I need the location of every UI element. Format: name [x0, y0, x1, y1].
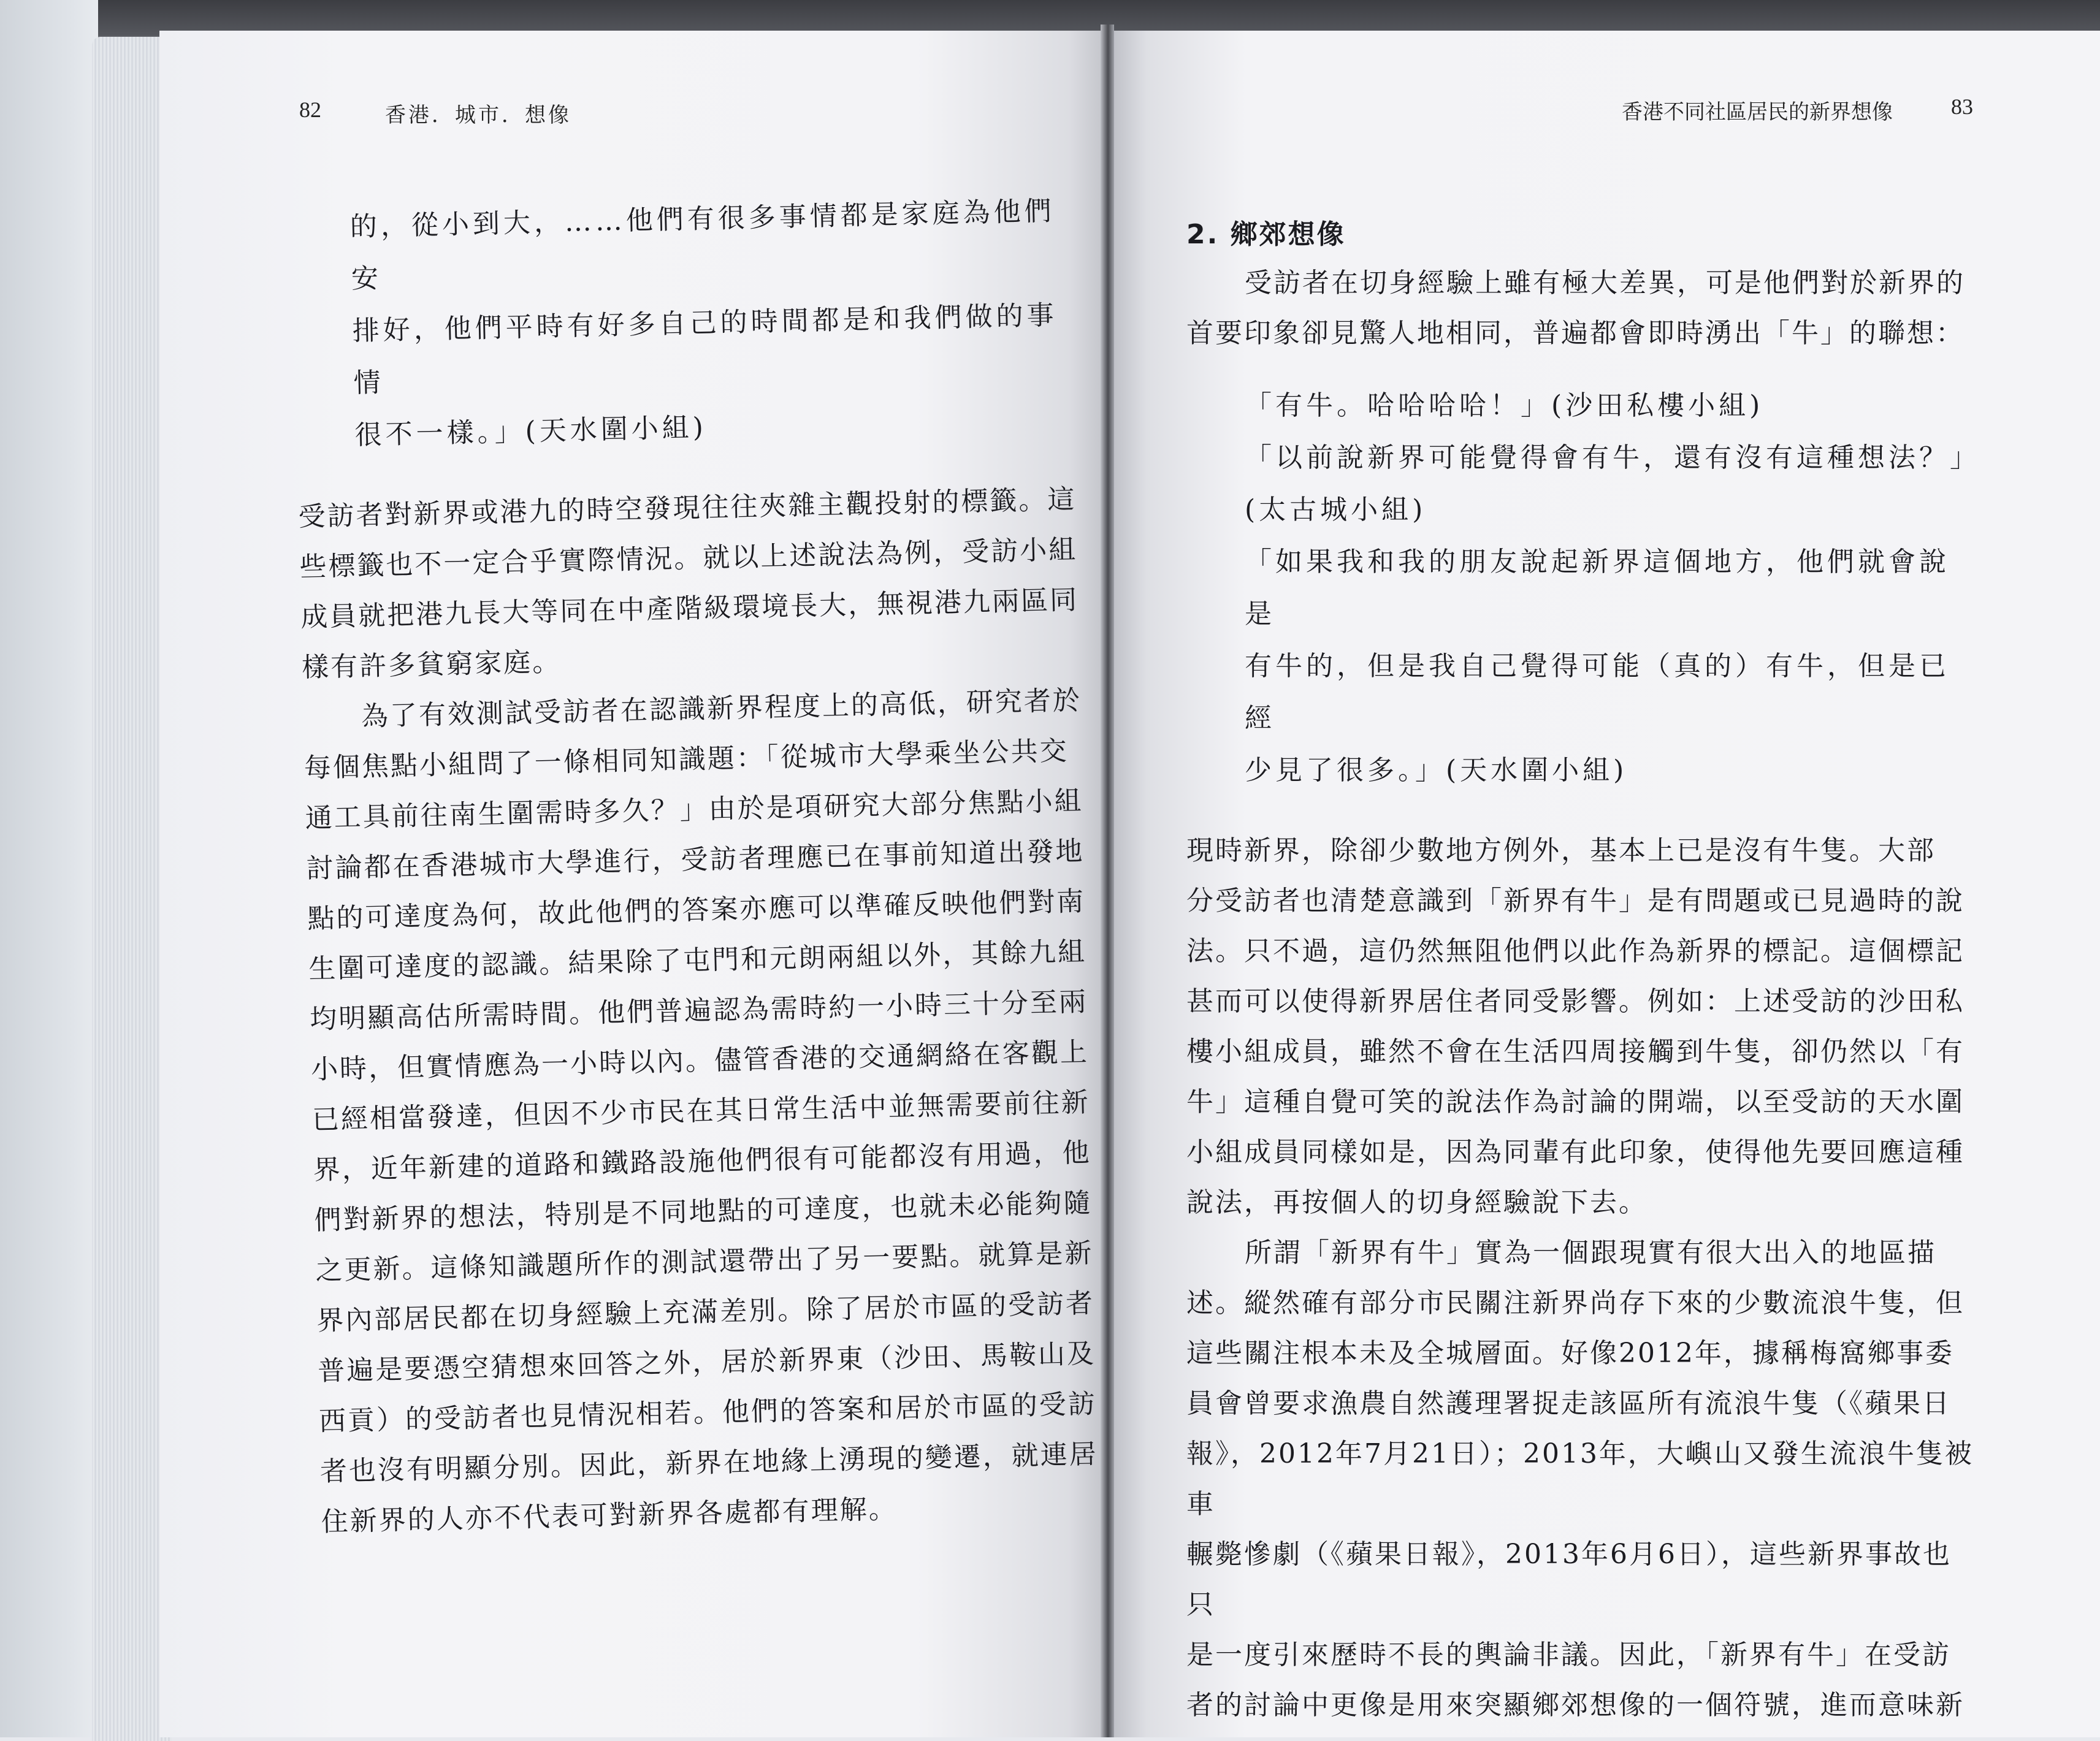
text-line: 普遍是要憑空猜想來回答之外，居於新界東（沙田、馬鞍山及 — [317, 1338, 1096, 1387]
text-line: 生圍可達度的認識。結果除了屯門和元朗兩組以外，其餘九組 — [308, 935, 1087, 985]
left-page-body — [291, 185, 1100, 1547]
text-line: 述。縱然確有部分市民關注新界尚存下來的少數流浪牛隻，但 — [1186, 1287, 1964, 1319]
text-line: 小時，但實情應為一小時以內。儘管香港的交通網絡在客觀上 — [310, 1036, 1090, 1086]
left-page-number: 82 — [299, 97, 321, 122]
interview-quote — [1186, 379, 1977, 432]
text-line: 已經相當發達，但因不少市民在其日常生活中並無需要前往新 — [311, 1086, 1091, 1136]
text-line: 甚而可以使得新界居住者同受影響。例如：上述受訪的沙田私 — [1186, 986, 1964, 1017]
text-line: 討論都在香港城市大學進行，受訪者理應已在事前知道出發地 — [306, 835, 1085, 885]
text-line: 們對新界的想法，特別是不同地點的可達度，也就未必能夠隨 — [314, 1187, 1093, 1236]
text-line: 為了有效測試受訪者在認識新界程度上的高低，研究者於 — [361, 684, 1082, 733]
background-left — [0, 0, 98, 1737]
text-line: 很不一樣。」(天水圍小組) — [354, 411, 708, 451]
interview-quote — [1186, 536, 1977, 796]
right-page-body — [1186, 211, 1980, 1731]
text-line: 所謂「新界有牛」實為一個跟現實有很大出入的地區描 — [1245, 1237, 1936, 1268]
text-line: 首要印象卻見驚人地相同，普遍都會即時湧出「牛」的聯想： — [1186, 318, 1964, 349]
text-line: 員會曾要求漁農自然護理署捉走該區所有流浪牛隻（《蘋果日 — [1186, 1388, 1951, 1419]
text-line: 些標籤也不一定合乎實際情況。就以上述說法為例，受訪小組 — [299, 534, 1078, 583]
text-line: 的，從小到大，……他們有很多事情都是家庭為他們安 — [349, 195, 1056, 295]
text-line: 成員就把港九長大等同在中產階級環境長大，無視港九兩區同 — [300, 584, 1079, 633]
text-line: 法。只不過，這仍然無阻他們以此作為新界的標記。這個標記 — [1186, 935, 1964, 967]
text-line: 少見了很多。」(天水圍小組) — [1245, 755, 1628, 786]
text-line: 界，近年新建的道路和鐵路設施他們很有可能都沒有用過，他 — [313, 1137, 1092, 1186]
text-line: 牛」這種自覺可笑的說法作為討論的開端，以至受訪的天水圍 — [1186, 1086, 1964, 1118]
text-line: 住新界的人亦不代表可對新界各處都有理解。 — [321, 1493, 898, 1538]
text-line: 現時新界，除卻少數地方例外，基本上已是沒有牛隻。大部 — [1186, 835, 1936, 866]
paragraph — [302, 676, 1100, 1547]
text-line: 點的可達度為何，故此他們的答案亦應可以準確反映他們對南 — [307, 885, 1086, 935]
text-line: 者也沒有明顯分別。因此，新界在地緣上湧現的變遷，就連居 — [319, 1438, 1099, 1488]
right-page-number: 83 — [1951, 94, 1973, 119]
text-line: 每個焦點小組問了一條相同知識題：「從城市大學乘坐公共交 — [304, 735, 1069, 784]
left-running-head: 香港．城市．想像 — [385, 103, 571, 128]
text-line: 這些關注根本未及全城層面。好像2012年，據稱梅窩鄉事委 — [1186, 1338, 1954, 1369]
text-line: 有牛的，但是我自己覺得可能（真的）有牛，但是已經 — [1245, 650, 1950, 734]
text-line: 輾斃慘劇（《蘋果日報》，2013年6月6日），這些新界事故也只 — [1186, 1539, 1952, 1620]
text-line: 受訪者對新界或港九的時空發現往往夾雜主觀投射的標籤。這 — [298, 484, 1077, 533]
text-line: 樣有許多貧窮家庭。 — [301, 646, 562, 684]
right-running-head: 香港不同社區居民的新界想像 — [1622, 100, 1893, 124]
text-line: 西貢）的受訪者也見情況相若。他們的答案和居於市區的受訪 — [318, 1388, 1098, 1438]
text-line: 「如果我和我的朋友說起新界這個地方，他們就會說是 — [1245, 546, 1950, 630]
text-line: 分受訪者也清楚意識到「新界有牛」是有問題或已見過時的說 — [1186, 885, 1964, 916]
text-line: 均明顯高估所需時間。他們普遍認為需時約一小時三十分至兩 — [309, 986, 1088, 1035]
text-line: 小組成員同樣如是，因為同輩有此印象，使得他先要回應這種 — [1186, 1137, 1964, 1168]
text-line: 排好，他們平時有好多自己的時間都是和我們做的事情 — [352, 299, 1058, 399]
text-line: 之更新。這條知識題所作的測試還帶出了另一要點。就算是新 — [315, 1237, 1094, 1287]
text-line: 「有牛。哈哈哈哈！」(沙田私樓小組) — [1245, 390, 1764, 421]
paragraph — [298, 474, 1081, 693]
text-line: 「以前說新界可能覺得會有牛，還有沒有這種想法？」 — [1245, 442, 1980, 473]
text-line: 報》，2012年7月21日）；2013年，大嶼山又發生流浪牛隻被車 — [1186, 1438, 1974, 1520]
interview-quote — [291, 185, 1075, 463]
text-line: 樓小組成員，雖然不會在生活四周接觸到牛隻，卻仍然以「有 — [1186, 1036, 1964, 1067]
book-gutter — [1101, 25, 1114, 1737]
paragraph — [1186, 826, 1977, 1228]
text-line: 通工具前往南生圍需時多久？」由於是項研究大部分焦點小組 — [305, 785, 1084, 834]
paragraph — [1186, 258, 1977, 359]
text-line: 是一度引來歷時不長的輿論非議。因此，「新界有牛」在受訪 — [1186, 1639, 1951, 1671]
text-line: (太古城小組) — [1245, 494, 1427, 525]
paragraph — [1186, 1228, 1977, 1731]
text-line: 受訪者在切身經驗上雖有極大差異，可是他們對於新界的 — [1245, 267, 1965, 299]
interview-quote — [1186, 432, 1980, 536]
text-line: 者的討論中更像是用來突顯鄉郊想像的一個符號，進而意味新 — [1186, 1690, 1964, 1721]
section-title: 2. 鄉郊想像 — [1186, 219, 1346, 250]
text-line: 界內部居民都在切身經驗上充滿差別。除了居於市區的受訪者 — [316, 1287, 1095, 1337]
text-line: 說法，再按個人的切身經驗說下去。 — [1186, 1187, 1648, 1218]
